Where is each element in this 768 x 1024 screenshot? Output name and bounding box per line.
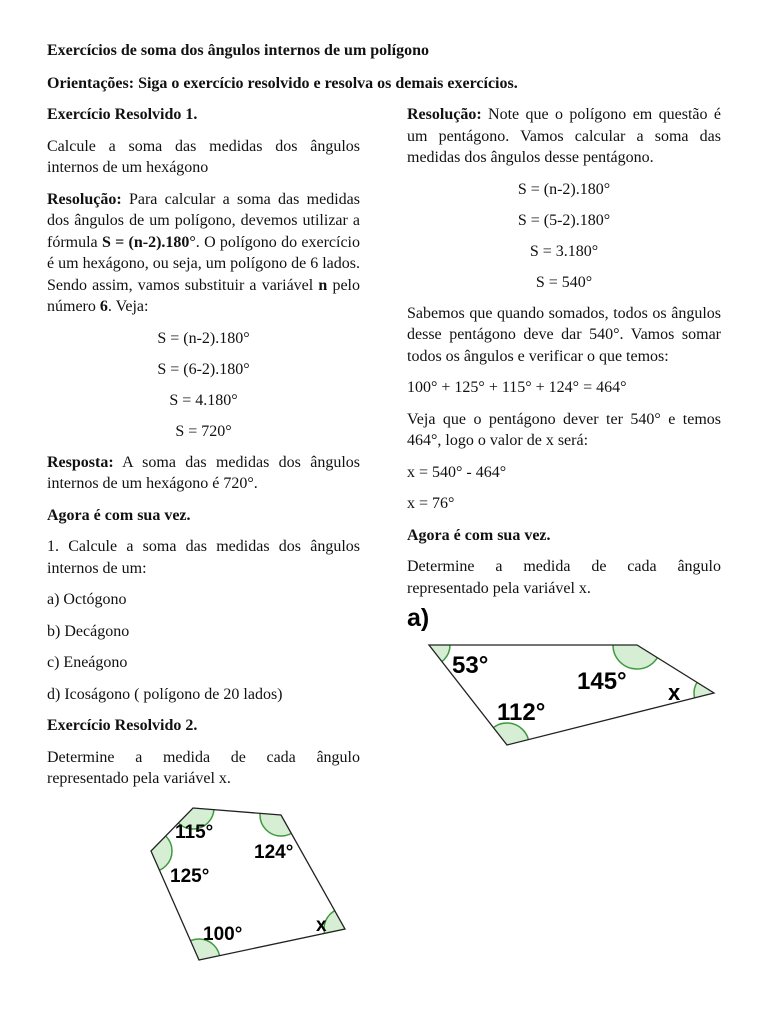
- ex1-equation: S = (n-2).180°: [157, 329, 250, 347]
- ex1-equation: S = (6-2).180°: [157, 360, 250, 378]
- ex1-num: 6: [99, 298, 108, 315]
- angle-label-x: x: [668, 680, 681, 705]
- ex2-equation: S = (5-2).180°: [517, 211, 611, 229]
- figure-label-a: a): [407, 604, 430, 632]
- ex1-answer: [47, 452, 360, 495]
- ex1-answer-text: A soma das medidas dos ângulos internos de um hexágono é 720°.: [47, 453, 360, 492]
- left-column: [47, 104, 360, 970]
- ex1-res-text-c: pelo número: [47, 276, 361, 315]
- ex1-prompt: Calcule a soma das medidas dos ângulos internos de um hexágono: [47, 137, 360, 176]
- ex2-x-line: x = 540° - 464°: [407, 463, 507, 481]
- right-column: [407, 104, 721, 751]
- ex2-res-label: Resolução:: [407, 106, 482, 123]
- exercise-prompt: Determine a medida de cada ângulo representado pela variável x.: [407, 558, 721, 597]
- ex2-paragraph: Veja que o pentágono dever ter 540° e temos 464°, logo o valor de x será:: [407, 410, 721, 449]
- guidance-line: Orientações: Siga o exercício resolvido e resolva os demais exercícios.: [47, 75, 518, 92]
- angle-label: 145°: [577, 668, 627, 695]
- question-item: a) Octógono: [47, 591, 127, 608]
- ex2-equation: S = 3.180°: [529, 242, 599, 260]
- ex1-answer-label: Resposta:: [47, 453, 114, 471]
- angle-label: 53°: [452, 652, 489, 679]
- ex1-res-text-b: . O polígono do exercício é um hexágono, ou seja, um polígono de 6 lados. Sendo assim, vamos substituir a variável: [47, 233, 360, 294]
- question-item: d) Icoságono ( polígono de 20 lados): [47, 685, 283, 703]
- angle-label: 100°: [203, 923, 243, 945]
- ex1-heading: Exercício Resolvido 1.: [47, 106, 198, 123]
- ex1-res-text-d: . Veja:: [107, 298, 149, 315]
- your-turn-heading: Agora é com sua vez.: [47, 506, 191, 524]
- pentagon-figure: [105, 800, 355, 970]
- angle-arc: [324, 908, 355, 950]
- question-1: 1. Calcule a soma das medidas dos ângulos internos de um:: [47, 538, 360, 577]
- angle-arc: [485, 723, 529, 751]
- quadrilateral-figure: [407, 603, 721, 751]
- ex1-resolution: [47, 189, 360, 318]
- ex1-res-label: Resolução:: [47, 190, 122, 208]
- ex2-paragraph: Sabemos que quando somados, todos os ângulos desse pentágono deve dar 540°. Vamos somar todos os ângulos e verificar o que temos:: [407, 304, 721, 365]
- ex1-equation: S = 720°: [175, 422, 232, 440]
- angle-label-x: x: [316, 914, 327, 936]
- question-item: c) Eneágono: [47, 654, 128, 671]
- angle-label: 112°: [497, 699, 546, 726]
- angle-arc: [694, 673, 721, 713]
- angle-label: 124°: [254, 841, 294, 863]
- document-title: Exercícios de soma dos ângulos internos de um polígono: [47, 42, 429, 59]
- ex2-x-line: x = 76°: [407, 495, 455, 512]
- ex1-res-text-a: Para calcular a soma das medidas dos ângulos de um polígono, devemos utilizar a fórmula: [47, 190, 360, 251]
- your-turn-heading: Agora é com sua vez.: [407, 526, 551, 544]
- angle-label: 115°: [175, 821, 214, 843]
- ex1-var: n: [318, 276, 328, 294]
- ex2-sum-line: 100° + 125° + 115° + 124° = 464°: [407, 379, 627, 396]
- ex2-resolution: [407, 104, 721, 169]
- ex2-heading: Exercício Resolvido 2.: [47, 717, 198, 734]
- ex2-res-text: Note que o polígono em questão é um pentágono. Vamos calcular a soma das medidas dos ângulos desse pentágono.: [407, 106, 721, 166]
- angle-arc: [260, 800, 302, 836]
- ex1-equation: S = 4.180°: [169, 391, 238, 409]
- ex2-equation: S = 540°: [535, 273, 593, 291]
- angle-label: 125°: [170, 865, 210, 887]
- ex1-formula: S = (n-2).180°: [101, 233, 196, 251]
- question-item: b) Decágono: [47, 622, 130, 640]
- ex2-prompt: Determine a medida de cada ângulo representado pela variável x.: [47, 748, 360, 787]
- ex2-equation: S = (n-2).180°: [517, 180, 611, 198]
